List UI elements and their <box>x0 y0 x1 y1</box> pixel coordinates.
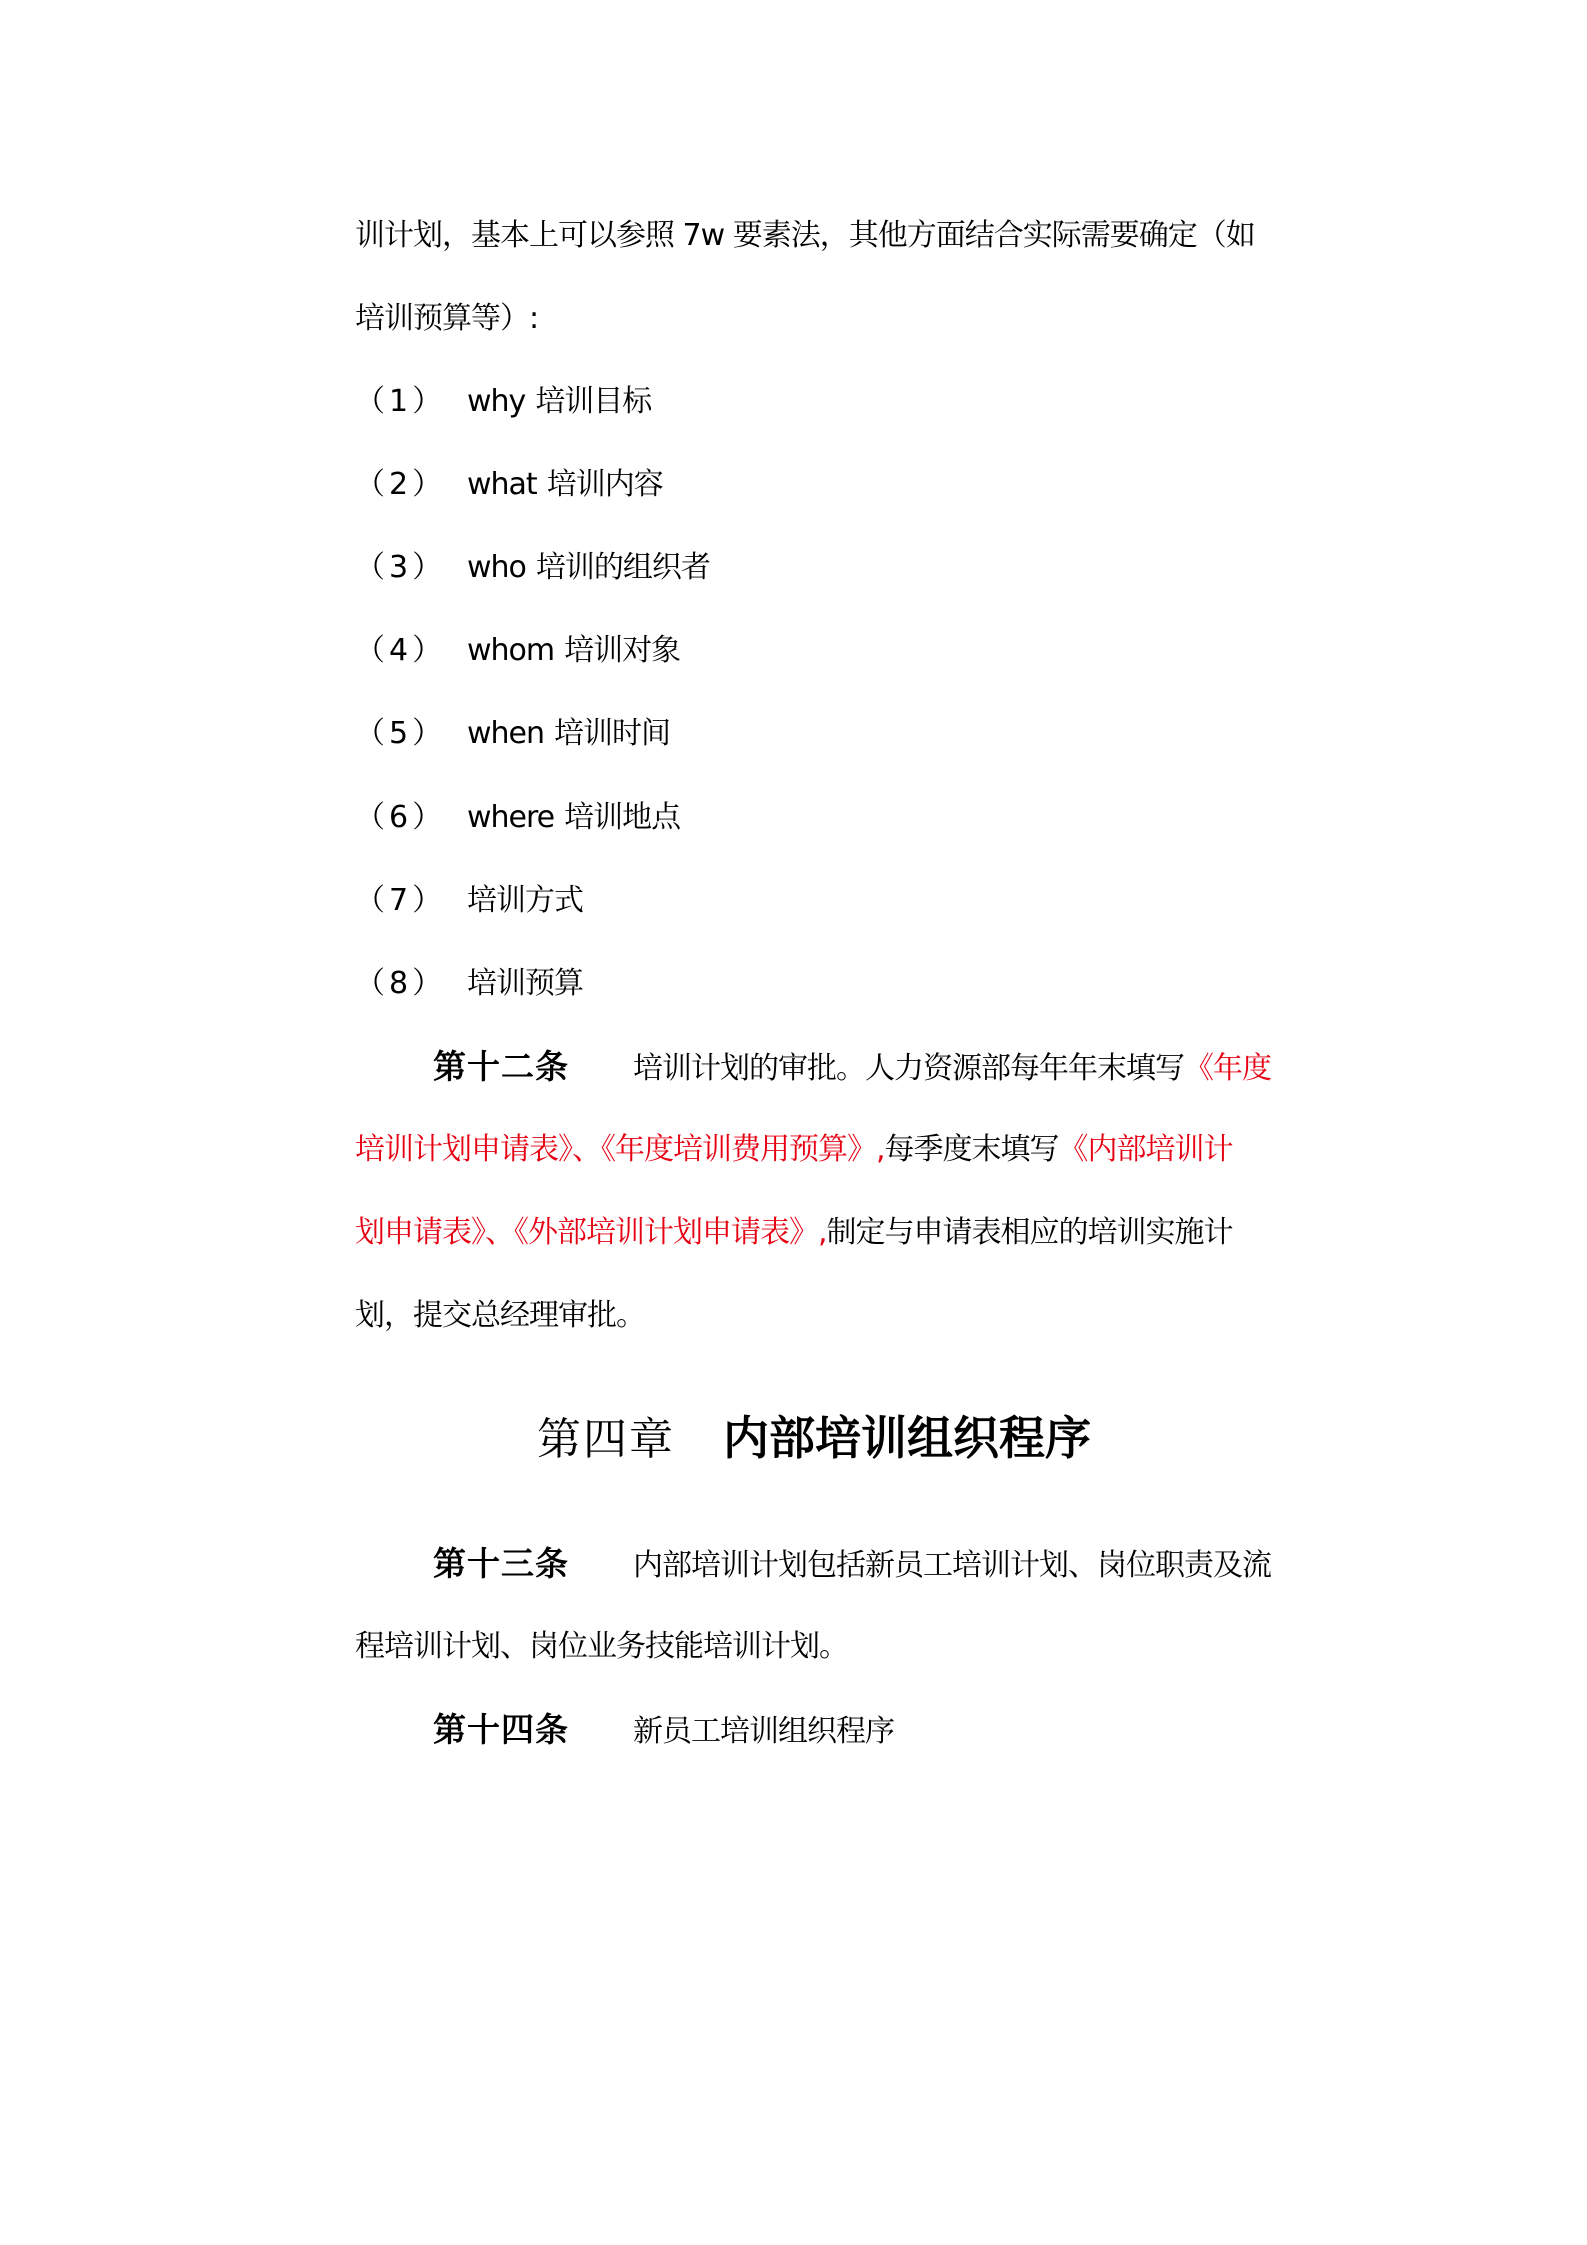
list-number: （4） <box>355 633 447 668</box>
form-reference: 培训计划申请表》、《年度培训费用预算》, <box>355 1132 885 1167</box>
article-13-line-1 <box>355 1542 1350 1586</box>
list-item-2 <box>355 463 1350 507</box>
list-keyword: whom <box>467 633 555 668</box>
list-item-3 <box>355 546 1350 590</box>
list-text: 培训内容 <box>546 467 663 502</box>
article-text: 培训计划的审批。人力资源部每年年末填写 <box>633 1051 1184 1086</box>
article-12-line-4: 划，提交总经理审批。 <box>355 1298 645 1333</box>
list-number: （1） <box>355 384 447 419</box>
list-keyword: where <box>467 800 555 835</box>
list-item-5 <box>355 712 1350 756</box>
list-item-4 <box>355 629 1350 673</box>
article-text: 每季度末填写 <box>884 1132 1059 1167</box>
article-heading: 第十二条 <box>433 1047 569 1086</box>
article-12-line-2 <box>355 1128 1350 1172</box>
chapter-heading <box>537 1410 1091 1466</box>
list-text: 培训对象 <box>564 633 681 668</box>
article-text: 新员工培训组织程序 <box>633 1714 894 1749</box>
list-item-6 <box>355 796 1350 840</box>
list-item-1 <box>355 380 1350 424</box>
article-13-line-2: 程培训计划、岗位业务技能培训计划。 <box>355 1629 848 1664</box>
list-item-7 <box>355 879 1350 923</box>
list-text: 培训时间 <box>554 716 671 751</box>
intro-line-1: 训计划，基本上可以参照 7w 要素法，其他方面结合实际需要确定（如 <box>355 218 1255 253</box>
article-heading: 第十三条 <box>433 1544 569 1583</box>
list-number: （6） <box>355 800 447 835</box>
list-number: （2） <box>355 467 447 502</box>
article-14-line-1 <box>355 1708 1350 1752</box>
list-keyword: why <box>467 384 526 419</box>
form-reference: 《内部培训计 <box>1058 1132 1233 1167</box>
article-heading: 第十四条 <box>433 1710 569 1749</box>
intro-line-2: 培训预算等）: <box>355 301 539 336</box>
list-item-8 <box>355 962 1350 1006</box>
list-text: 培训目标 <box>535 384 652 419</box>
form-reference: 《年度 <box>1184 1051 1271 1086</box>
list-number: （3） <box>355 550 447 585</box>
list-number: （7） <box>355 883 447 918</box>
list-text: 培训地点 <box>564 800 681 835</box>
list-text: 培训预算 <box>467 966 583 1001</box>
chapter-title: 内部培训组织程序 <box>723 1411 1091 1465</box>
list-text: 培训方式 <box>467 883 583 918</box>
article-12-line-3 <box>355 1211 1350 1255</box>
article-text: 制定与申请表相应的培训实施计 <box>826 1215 1233 1250</box>
chapter-number: 第四章 <box>537 1414 675 1465</box>
article-12-line-1 <box>355 1045 1350 1089</box>
list-keyword: when <box>467 716 545 751</box>
form-reference: 划申请表》、《外部培训计划申请表》, <box>355 1215 827 1250</box>
article-text: 内部培训计划包括新员工培训计划、岗位职责及流 <box>633 1548 1271 1583</box>
list-number: （5） <box>355 716 447 751</box>
list-keyword: what <box>467 467 537 502</box>
list-number: （8） <box>355 966 447 1001</box>
list-keyword: who <box>467 550 526 585</box>
list-text: 培训的组织者 <box>535 550 710 585</box>
